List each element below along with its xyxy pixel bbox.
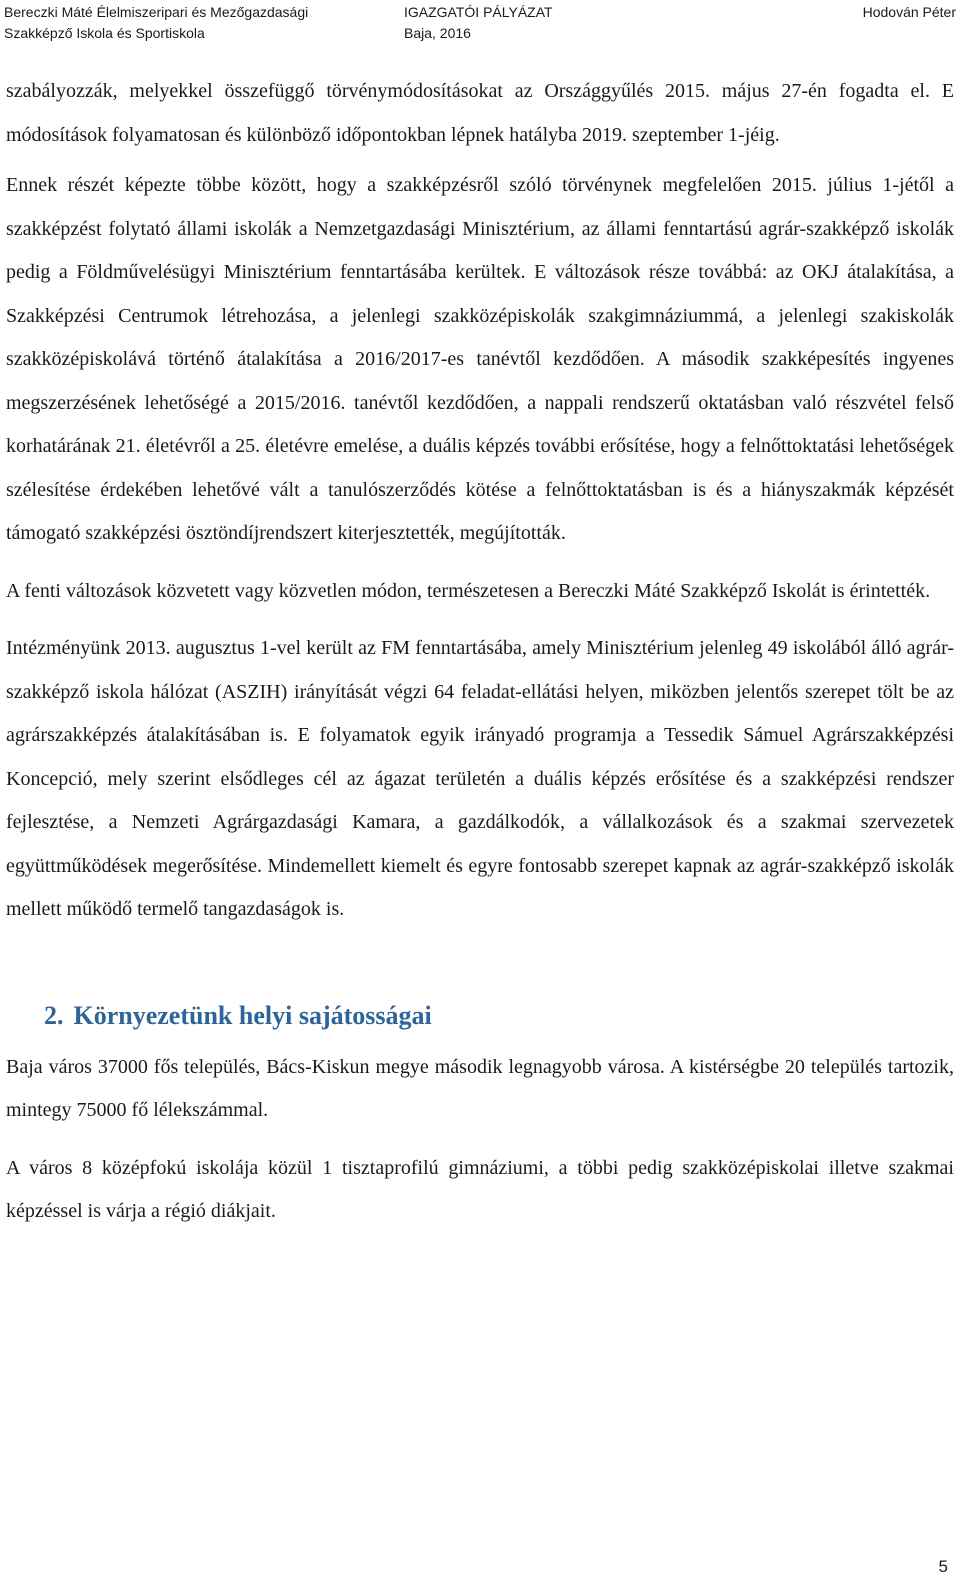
- school-name-line2: Szakképző Iskola és Sportiskola: [4, 25, 205, 41]
- body-paragraph: A fenti változások közvetett vagy közvetlen módon, természetesen a Bereczki Máté Szakképző Iskolát is érintették.: [6, 579, 931, 602]
- author-name: Hodován Péter: [862, 4, 956, 20]
- page-header: [0, 0, 960, 48]
- body-paragraph: szabályozzák, melyekkel összefüggő törvénymódosításokat az Országgyűlés 2015. május 27-én fogadta el. E módosítások folyamatosan és különböző időpontokban lépnek hatályba 2019. szeptember 1-jéig.: [6, 80, 954, 146]
- document-body: [6, 70, 954, 1234]
- section-title: Környezetünk helyi sajátosságai: [73, 1000, 432, 1030]
- school-name-line1: Bereczki Máté Élelmiszeripari és Mezőgazdasági: [4, 4, 309, 20]
- body-paragraph: Ennek részét képezte többe között, hogy a szakképzésről szóló törvénynek megfelelően 2015. július 1-jétől a szakképzést folytató állami iskolák a Nemzetgazdasági Minisztérium, az állami fenntartású agrár-szakképző iskolák pedig a Földművelésügyi Minisztérium fenntartásába kerültek. E változások része továbbá: az OKJ átalakítása, a Szakképzési Centrumok létrehozása, a jelenlegi szakközépiskolák szakgimnáziummá, a jelenlegi szakiskolák szakközépiskolává történő átalakítása a 2016/2017-es tanévtől kezdődően. A második szakképesítés ingyenes megszerzésének lehetőségé a 2015/2016. tanévtől kezdődően, a nappali rendszerű oktatásban való részvétel felső korhatárának 21. életévről a 25. életévre emelése, a duális képzés további erősítése, hogy a felnőttoktatási lehetőségek szélesítése érdekében lehetővé vált a tanulószerződés kötése a felnőttoktatásban is és a hiányszakmák képzését támogató szakképzési ösztöndíjrendszert kiterjesztették, megújították.: [6, 174, 954, 544]
- header-right: [863, 2, 956, 23]
- header-left: [4, 2, 308, 44]
- header-center: [404, 2, 553, 44]
- body-paragraph: Intézményünk 2013. augusztus 1-vel került az FM fenntartásába, amely Minisztérium jelenleg 49 iskolából álló agrár-szakképző iskola hálózat (ASZIH) irányítását végzi 64 feladat-ellátási helyen, miközben jelentős szerepet tölt be az agrárszakképzés átalakításában is. E folyamatok egyik irányadó programja a Tessedik Sámuel Agrárszakképzési Koncepció, mely szerint elsődleges cél az ágazat területén a duális képzés erősítése és a szakképzési rendszer fejlesztése, a Nemzeti Agrárgazdasági Kamara, a gazdálkodók, a vállalkozások és a szakmai szervezetek együttműködések megerősítése. Mindemellett kiemelt és egyre fontosabb szerepet kapnak az agrár-szakképző iskolák mellett működő termelő tangazdaságok is.: [6, 637, 954, 920]
- section-heading: [44, 996, 954, 1036]
- document-type: IGAZGATÓI PÁLYÁZAT: [404, 4, 553, 20]
- section-paragraph: A város 8 középfokú iskolája közül 1 tisztaprofilú gimnáziumi, a többi pedig szakközépiskolai illetve szakmai képzéssel is várja a régió diákjait.: [6, 1156, 954, 1222]
- place-and-year: Baja, 2016: [404, 25, 471, 41]
- page-number: 5: [938, 1557, 948, 1576]
- section-number: 2.: [44, 1000, 64, 1030]
- section-paragraph: Baja város 37000 fős település, Bács-Kiskun megye második legnagyobb városa. A kistérségbe 20 település tartozik, mintegy 75000 fő lélekszámmal.: [6, 1055, 954, 1121]
